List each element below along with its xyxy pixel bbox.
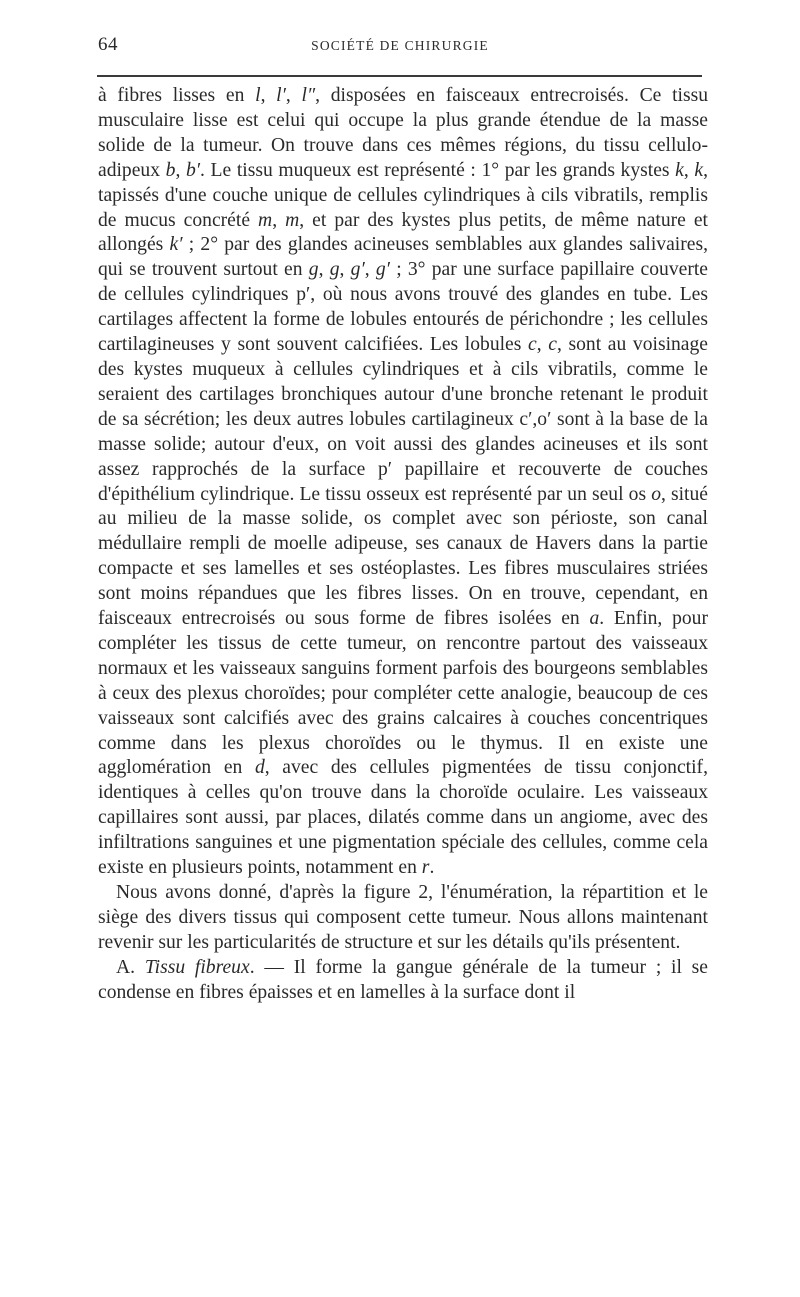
italic-text: k [694, 159, 704, 181]
running-title: SOCIÉTÉ DE CHIRURGIE [311, 38, 489, 53]
italic-text: l″ [301, 85, 316, 106]
italic-text: m [258, 209, 273, 231]
text-run: , [339, 259, 351, 281]
italic-text: k′ [169, 234, 183, 256]
text-run: A. [116, 956, 145, 978]
italic-text: d [254, 757, 265, 779]
text-run: . [429, 857, 435, 879]
italic-text: g′ [375, 259, 390, 281]
text-run: , et par des kystes plus petits, de même nature et allongés [98, 209, 709, 256]
text-run: , [683, 159, 695, 181]
text-run: . — Il forme la gangue générale de la tumeur ; il se condense en fibres épaisses et en lamelles à la surface dont il [98, 956, 709, 1003]
text-run: , [536, 334, 549, 356]
italic-text: a [589, 608, 600, 630]
italic-text: o [651, 483, 661, 505]
text-run: , tapissés d'une couche unique de cellules cylindriques à cils vibratils, remplis de mucus concrété [98, 159, 708, 231]
italic-text: b [165, 159, 176, 181]
italic-text: g [329, 259, 340, 281]
page-header [98, 30, 702, 64]
paragraph [98, 881, 708, 956]
body-text [98, 84, 708, 1006]
text-run: , [260, 85, 277, 106]
text-run: ; 2° par des glandes acineuses semblables aux glandes salivaires, qui se trouvent surtout en [98, 234, 708, 281]
text-run: à fibres lisses en [98, 85, 256, 106]
text-run: , [318, 259, 330, 281]
text-run: ; 3° par une surface papillaire couverte de cellules cylindriques p′, où nous avons trouvé des glandes en tube. Les cartilages affectent la forme de lobules entourés de périchondre ; les cellules cartilagineuses y sont souvent calcifiées. Les lobules [98, 259, 709, 356]
text-run: . Le tissu muqueux est représenté : 1° par les grands kystes [200, 159, 676, 181]
text-run: , [272, 209, 286, 231]
text-run: , avec des cellules pigmentées de tissu conjonctif, identiques à celles qu'on trouve dans la choroïde oculaire. Les vaisseaux capillaires sont aussi, par places, dilatés comme dans un angiome, avec des infiltrations sanguines et une pigmentation spéciale des cellules, comme cela existe en plusieurs points, notamment en [98, 757, 708, 879]
text-run: , sont au voisinage des kystes muqueux à cellules cylindriques et à cils vibratils, comme le seraient des cartilages bronchiques autour d'une bronche retenant le produit de sa sécrétion; les deux autres lobules cartilagineux c′,o′ sont à la base de la masse solide; autour d'eux, on voit aussi des glandes acineuses et ils sont assez rapprochés de la surface p′ papillaire et recouverte de couches d'épithélium cylindrique. Le tissu osseux est représenté par un seul os [98, 334, 708, 505]
text-run: Nous avons donné, d'après la figure 2, l'énumération, la répartition et le siège des divers tissus qui composent cette tumeur. Nous allons maintenant revenir sur les particularités de structure et sur les détails qu'ils présentent. [98, 882, 708, 953]
italic-text: r [421, 857, 430, 879]
italic-text: c [548, 334, 557, 356]
text-run: . Enfin, pour compléter les tissus de cette tumeur, on rencontre partout des vaisseaux normaux et les vaisseaux sanguins forment parfois des bourgeons semblables à ceux des plexus choroïdes; pour compléter cette analogie, beaucoup de ces vaisseaux sont calcifiés avec des grains calcaires à couches concentriques comme dans les plexus choroïdes ou le thymus. Il en existe une agglomération en [98, 608, 708, 779]
page-number: 64 [98, 34, 118, 55]
paragraph [98, 84, 708, 881]
text-run: , [285, 85, 302, 106]
italic-text: b′ [185, 159, 201, 181]
italic-text: c [528, 334, 537, 356]
header-rule [97, 75, 702, 77]
italic-text: g [308, 259, 319, 281]
text-run: , [175, 159, 186, 181]
italic-text: g′ [350, 259, 365, 281]
italic-text: l [255, 85, 261, 106]
text-run: , [364, 259, 376, 281]
italic-text: m [285, 209, 300, 231]
paragraph [98, 956, 708, 1006]
italic-text: Tissu fibreux [144, 956, 250, 978]
text-run: , disposées en faisceaux entrecroisés. Ce tissu musculaire lisse est celui qui occupe la plus grande étendue de la masse solide de la tumeur. On trouve dans ces mêmes régions, du tissu cellulo-adipeux [98, 85, 709, 181]
italic-text: k [675, 159, 684, 181]
italic-text: l′ [276, 85, 286, 106]
text-run: , situé au milieu de la masse solide, os complet avec son périoste, son canal médullaire rempli de moelle adipeuse, ses canaux de Havers dans la partie compacte et ses lamelles et ses ostéoplastes. Les fibres musculaires striées sont moins répandues que les fibres lisses. On en trouve, cependant, en faisceaux entrecroisés ou sous forme de fibres isolées en [98, 483, 708, 630]
